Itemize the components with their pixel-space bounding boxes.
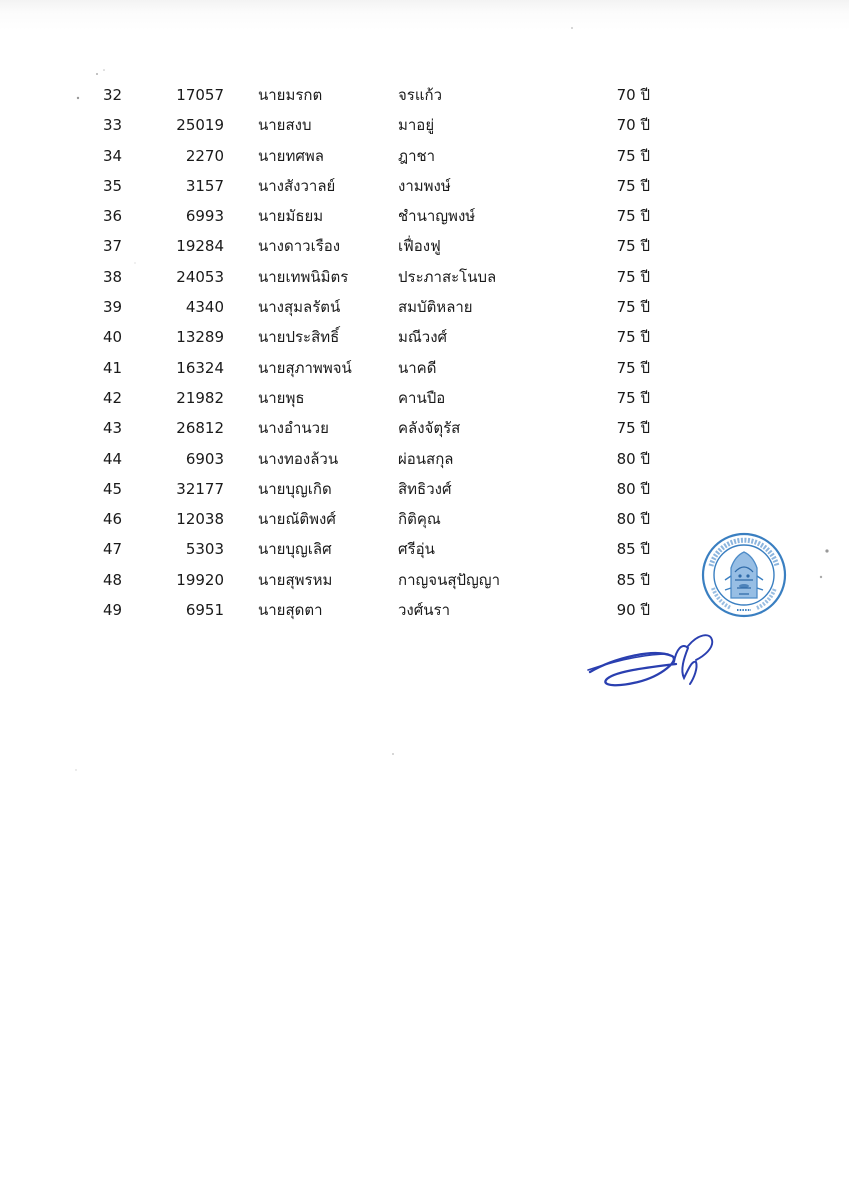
first-name: นายพุธ (258, 388, 305, 407)
table-row (0, 504, 849, 534)
member-id: 16324 (176, 358, 224, 377)
row-number: 44 (103, 449, 123, 468)
signature (584, 628, 718, 690)
age: 80 ปี (616, 449, 650, 468)
seal-emblem (731, 552, 757, 598)
first-name: นางสุมลรัตน์ (258, 298, 341, 317)
first-name: นายเทพนิมิตร (258, 267, 349, 286)
age: 75 ปี (616, 267, 650, 286)
last-name: สิทธิวงศ์ (398, 479, 452, 498)
member-id: 6951 (185, 601, 224, 620)
member-id: 26812 (176, 419, 224, 438)
last-name: กิติคุณ (398, 510, 441, 529)
first-name: นายสงบ (258, 116, 312, 135)
row-number: 45 (103, 479, 123, 498)
age: 75 ปี (616, 176, 650, 195)
member-id: 24053 (176, 267, 224, 286)
member-id: 3157 (185, 176, 224, 195)
member-id: 12038 (176, 510, 224, 529)
row-number: 47 (103, 540, 123, 559)
member-id: 5303 (185, 540, 224, 559)
member-id: 6903 (185, 449, 224, 468)
row-number: 42 (103, 388, 123, 407)
first-name: นางดาวเรือง (258, 237, 341, 256)
age: 75 ปี (616, 298, 650, 317)
last-name: ฎาชา (398, 146, 436, 165)
table-row (0, 292, 849, 322)
row-number: 39 (103, 298, 123, 317)
member-id: 32177 (176, 479, 224, 498)
member-id: 4340 (185, 298, 224, 317)
official-seal (701, 532, 787, 618)
last-name: ศรีอุ่น (398, 540, 435, 559)
age: 75 ปี (616, 419, 650, 438)
last-name: จรแก้ว (398, 86, 443, 104)
row-number: 37 (103, 237, 123, 256)
table-row (0, 201, 849, 231)
table-row (0, 262, 849, 292)
member-id: 19920 (176, 570, 224, 589)
last-name: คานปือ (398, 388, 446, 407)
last-name: คลังจัตุรัส (398, 419, 461, 438)
member-id: 2270 (185, 146, 224, 165)
row-number: 36 (103, 207, 123, 226)
table-row (0, 413, 849, 443)
age: 85 ปี (616, 570, 650, 589)
age: 90 ปี (616, 601, 650, 620)
table-row (0, 353, 849, 383)
row-number: 49 (103, 601, 123, 620)
first-name: นายทศพล (258, 146, 324, 165)
table-row (0, 231, 849, 261)
first-name: นายบุญเลิศ (258, 540, 332, 559)
row-number: 35 (103, 176, 123, 195)
age: 75 ปี (616, 207, 650, 226)
last-name: มณีวงศ์ (398, 328, 448, 347)
row-number: 48 (103, 570, 123, 589)
first-name: นายมัธยม (258, 207, 324, 226)
first-name: นายสุภาพพจน์ (258, 358, 352, 377)
table-row (0, 444, 849, 474)
age: 70 ปี (616, 86, 650, 104)
age: 80 ปี (616, 479, 650, 498)
member-id: 25019 (176, 116, 224, 135)
row-number: 43 (103, 419, 123, 438)
row-number: 38 (103, 267, 123, 286)
first-name: นางอำนวย (258, 419, 329, 438)
last-name: วงศ์นรา (398, 601, 451, 620)
first-name: นายสุพรหม (258, 570, 333, 589)
last-name: กาญจนสุปัญญา (398, 570, 500, 589)
table-row (0, 322, 849, 352)
member-id: 6993 (185, 207, 224, 226)
last-name: ประภาสะโนบล (398, 267, 497, 286)
table-row (0, 171, 849, 201)
age: 85 ปี (616, 540, 650, 559)
first-name: นายณัติพงศ์ (258, 510, 336, 529)
table-row (0, 110, 849, 140)
first-name: นายสุดตา (258, 601, 323, 620)
last-name: มาอยู่ (398, 116, 435, 135)
member-id: 21982 (176, 388, 224, 407)
table-row (0, 383, 849, 413)
last-name: ชำนาญพงษ์ (398, 207, 476, 226)
age: 75 ปี (616, 388, 650, 407)
age: 75 ปี (616, 358, 650, 377)
last-name: เฟื่องฟู (398, 237, 441, 256)
row-number: 34 (103, 146, 123, 165)
last-name: ผ่อนสกุล (398, 449, 454, 468)
table-row (0, 80, 849, 110)
last-name: งามพงษ์ (398, 176, 451, 195)
row-number: 41 (103, 358, 123, 377)
first-name: นายบุญเกิด (258, 479, 332, 498)
member-id: 19284 (176, 237, 224, 256)
first-name: นางทองล้วน (258, 449, 339, 468)
row-number: 46 (103, 510, 123, 529)
age: 75 ปี (616, 146, 650, 165)
age: 80 ปี (616, 510, 650, 529)
age: 75 ปี (616, 328, 650, 347)
table-row (0, 474, 849, 504)
table-row (0, 141, 849, 171)
age: 75 ปี (616, 237, 650, 256)
first-name: นายมรกต (258, 86, 323, 104)
member-id: 13289 (176, 328, 224, 347)
row-number: 32 (103, 86, 123, 104)
first-name: นางสังวาลย์ (258, 176, 336, 195)
row-number: 33 (103, 116, 123, 135)
last-name: สมบัติหลาย (398, 298, 473, 317)
member-id: 17057 (176, 86, 224, 104)
row-number: 40 (103, 328, 123, 347)
first-name: นายประสิทธิ์ (258, 328, 340, 347)
age: 70 ปี (616, 116, 650, 135)
last-name: นาคดี (398, 358, 437, 377)
